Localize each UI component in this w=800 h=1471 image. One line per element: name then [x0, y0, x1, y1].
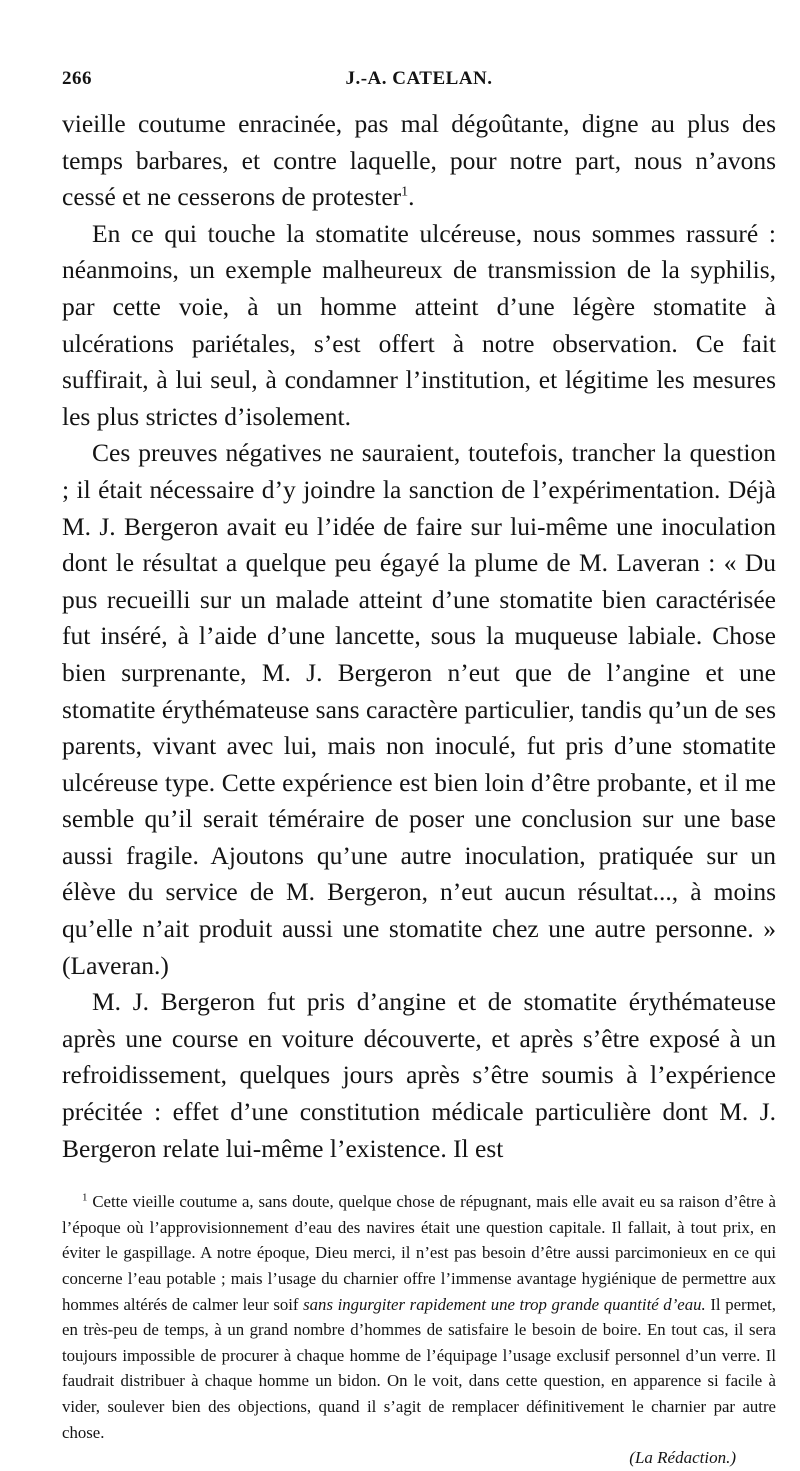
- book-page: [62, 68, 776, 1471]
- footnote-reference: 1: [401, 184, 409, 200]
- main-text: [62, 106, 776, 1167]
- paragraph-4: M. J. Bergeron fut pris d’angine et de stomatite érythémateuse après une course en voiture découverte, et après s’être exposé à un refroidissement, quelques jours après s’être soumis à l’expérience précitée : effet d’une constitution médicale particulière dont M. J. Bergeron relate lui-même l’existence. Il est: [62, 987, 776, 1163]
- paragraph-1-end: .: [408, 182, 415, 212]
- running-head: J.-A. CATELAN.: [345, 68, 493, 89]
- paragraph-2: En ce qui touche la stomatite ulcéreuse, nous sommes rassuré : néanmoins, un exemple malheureux de transmission de la syphilis, par cette voie, à un homme atteint d’une légère stomatite à ulcérations pariétales, s’est offert à notre observation. Ce fait suffirait, à lui seul, à condamner l’institution, et légitime les mesures les plus strictes d’isolement.: [62, 218, 776, 431]
- paragraph-1: [62, 106, 776, 216]
- paragraph-1-text: vieille coutume enracinée, pas mal dégoûtante, digne au plus des temps barbares, et contre laquelle, pour notre part, nous n’avons cessé et ne cesserons de protester: [62, 109, 776, 212]
- footnote: [62, 1189, 776, 1445]
- footnote-italic-text: sans ingurgiter rapidement une trop grande quantité d’eau.: [303, 1294, 706, 1314]
- footnote-mark: 1: [82, 1191, 88, 1204]
- footnote-text-b: Il permet, en très-peu de temps, à un grand nombre d’hommes de satisfaire le besoin de boire. En tout cas, il sera toujours impossible de procurer à chaque homme de l’équipage l’usage exclusif personnel d’un verre. Il faudrait distribuer à chaque homme un bidon. On le voit, dans cette question, en apparence si facile à vider, soulever bien des objections, quand il s’agit de remplacer définitivement le charnier par autre chose.: [62, 1294, 777, 1442]
- footnote-text-a: Cette vieille coutume a, sans doute, quelque chose de répugnant, mais elle avait eu sa raison d’être à l’époque où l’approvisionnement d’eau des navires était une question capitale. Il fallait, à tout prix, en éviter le gaspillage. A notre époque, Dieu merci, il n’est pas besoin d’être aussi parcimonieux en ce qui concerne l’eau potable ; mais l’usage du charnier offre l’immense avantage hygiénique de permettre aux hommes altérés de calmer leur soif: [62, 1192, 777, 1314]
- page-number: 266: [62, 68, 92, 89]
- footnote-signature: (La Rédaction.): [629, 1448, 736, 1468]
- page-header: [62, 68, 776, 100]
- paragraph-3: Ces preuves négatives ne sauraient, toutefois, trancher la question ; il était nécessaire d’y joindre la sanction de l’expérimentation. Déjà M. J. Bergeron avait eu l’idée de faire sur lui-même une inoculation dont le résultat a quelque peu égayé la plume de M. Laveran : « Du pus recueilli sur un malade atteint d’une stomatite bien caractérisée fut inséré, à l’aide d’une lancette, sous la muqueuse labiale. Chose bien surprenante, M. J. Bergeron n’eut que de l’angine et une stomatite érythémateuse sans caractère particulier, tandis qu’un de ses parents, vivant avec lui, mais non inoculé, fut pris d’une stomatite ulcéreuse type. Cette expérience est bien loin d’être probante, et il me semble qu’il serait téméraire de poser une conclusion sur une base aussi fragile. Ajoutons qu’une autre inoculation, pratiquée sur un élève du service de M. Bergeron, n’eut aucun résultat..., à moins qu’elle n’ait produit aussi une stomatite chez une autre personne. » (Laveran.): [62, 438, 776, 980]
